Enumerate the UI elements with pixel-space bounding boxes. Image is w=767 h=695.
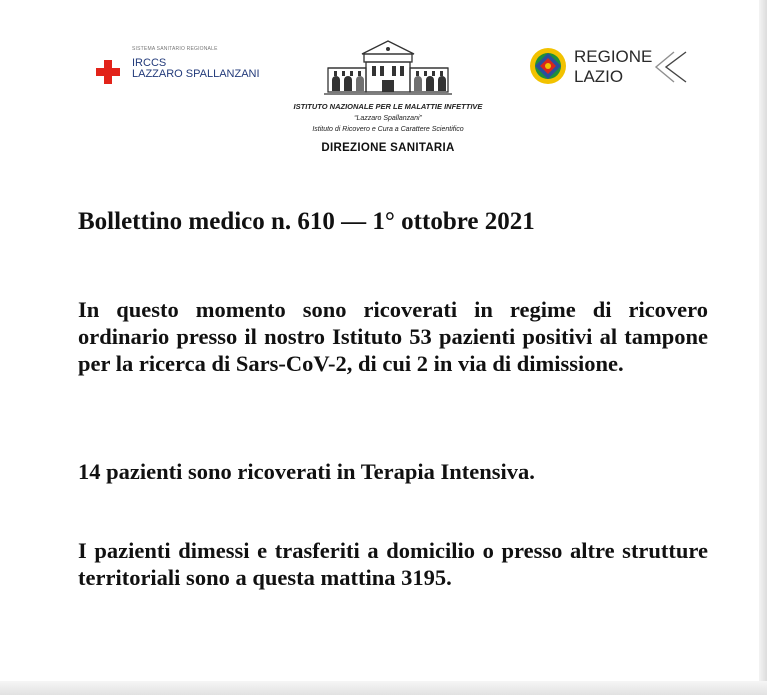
department-title: DIREZIONE SANITARIA — [321, 142, 455, 154]
logo-line-spallanzani: LAZZARO SPALLANZANI — [132, 68, 260, 80]
logo-small-text: SISTEMA SANITARIO REGIONALE — [132, 46, 218, 52]
regione-lazio-logo — [528, 42, 688, 92]
logo-line-irccs: IRCCS — [132, 57, 167, 69]
bulletin-paragraph-admissions: In questo momento sono ricoverati in regime di ricovero ordinario presso il nostro Istituto 53 pazienti positivi al tampone per la ricerca di Sars-CoV-2, di cui 2 in via di dimissione. — [78, 297, 708, 376]
bulletin-paragraph-discharged: I pazienti dimessi e trasferiti a domicilio o presso altre strutture territoriali sono a questa mattina 3195. — [78, 538, 708, 590]
bulletin-title: Bollettino medico n. 610 — 1° ottobre 2021 — [78, 208, 535, 235]
bulletin-paragraph-intensive-care: 14 pazienti sono ricoverati in Terapia Intensiva. — [78, 459, 535, 484]
institute-subname: “Lazzaro Spallanzani” — [354, 115, 422, 122]
institute-type: Istituto di Ricovero e Cura a Carattere Scientifico — [312, 126, 464, 133]
logo-line-regione: REGIONE — [574, 47, 653, 66]
page-edge-shadow — [759, 0, 767, 695]
regione-lazio-emblem-icon — [528, 46, 568, 86]
institute-building-icon — [322, 36, 454, 98]
chevron-left-icon — [652, 48, 688, 86]
institute-name: ISTITUTO NAZIONALE PER LE MALATTIE INFETTIVE — [293, 102, 483, 111]
page-bottom-shadow — [0, 681, 767, 695]
logo-line-lazio: LAZIO — [574, 67, 624, 86]
red-cross-icon — [94, 58, 122, 86]
irccs-spallanzani-logo — [94, 44, 284, 84]
